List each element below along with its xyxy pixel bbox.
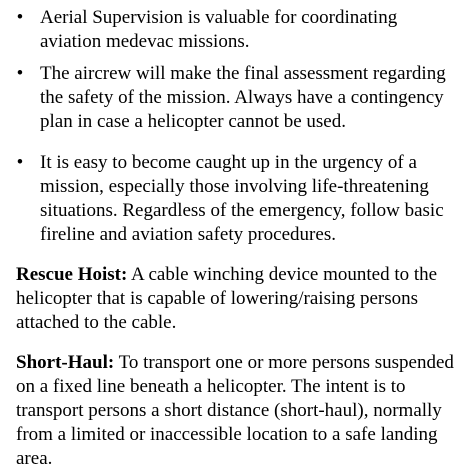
bullet-text: The aircrew will make the final assessment regarding the safety of the mission. Always have a contingency plan in case a helicopter cannot be used. — [40, 63, 446, 132]
definition-text: A cable winching device mounted to the helicopter that is capable of lowering/raising persons attached to the cable. — [16, 264, 438, 333]
definition-term: Rescue Hoist: — [16, 264, 128, 285]
bullet-text: Aerial Supervision is valuable for coordinating aviation medevac missions. — [40, 7, 398, 52]
definition-short-haul — [16, 351, 456, 471]
definition-rescue-hoist — [16, 263, 456, 335]
bullet-marker: • — [16, 152, 24, 173]
definition-term: Short-Haul: — [16, 352, 115, 373]
definition-text: To transport one or more persons suspended on a fixed line beneath a helicopter. The intent is to transport persons a short distance (short-haul), normally from a limited or inaccessible location to a safe landing area. — [16, 352, 454, 469]
bullet-marker: • — [16, 63, 24, 84]
bullet-marker: • — [16, 7, 24, 28]
bullet-item-urgency-safety — [15, 151, 462, 247]
bullet-text: It is easy to become caught up in the urgency of a mission, especially those involving life-threatening situations. Regardless of the emergency, follow basic fireline and aviation safety procedures. — [40, 152, 444, 245]
bullet-item-aerial-supervision — [15, 6, 462, 54]
bullet-item-aircrew-assessment — [15, 62, 462, 134]
